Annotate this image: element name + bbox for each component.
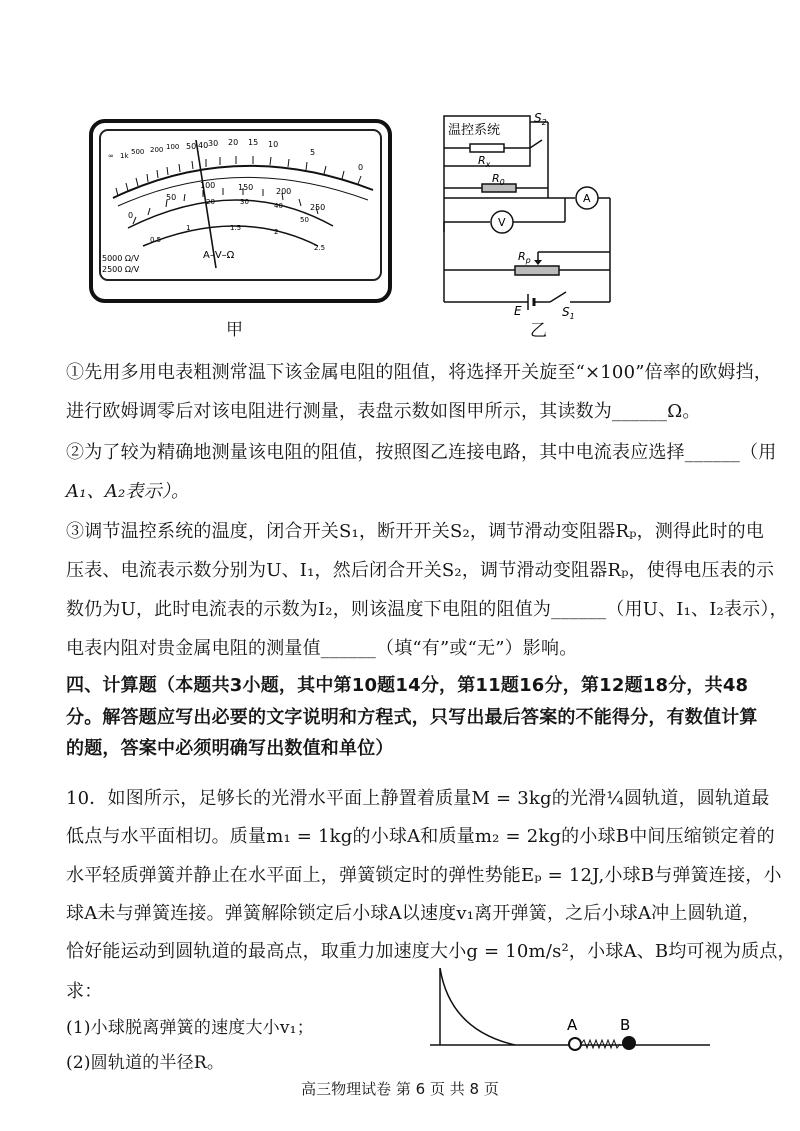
ohm-tick-label: 10	[268, 140, 279, 149]
mid-tick-label: 100	[200, 181, 216, 190]
mid-tick-label: 200	[276, 187, 292, 196]
sub-question: (1)小球脱离弹簧的速度大小v₁；	[66, 1018, 314, 1038]
ball-b-label: B	[620, 1016, 631, 1034]
mid-tick-label: 50	[166, 193, 177, 202]
question-line: 数仍为U，此时电流表的示数为I₂，则该温度下电阻的阻值为______（用U、I₁、I₂表示），	[66, 599, 788, 620]
low-tick-label: 0.5	[150, 236, 162, 244]
ohm-tick-label: 40	[198, 141, 209, 150]
dial-5000-label: 5000 Ω/V	[102, 254, 140, 263]
low-tick-label: 1	[186, 224, 191, 232]
page-footer: 高三物理试卷 第 6 页 共 8 页	[301, 1080, 499, 1098]
question-line: A₁、A₂表示）。	[66, 481, 190, 502]
question-line: ①先用多用电表粗测常温下该金属电阻的阻值，将选择开关旋至“×100”倍率的欧姆挡，	[66, 362, 773, 383]
switch-s1	[550, 292, 566, 302]
ohm-tick-label: 200	[150, 146, 164, 154]
ohm-tick-label: 50	[186, 142, 197, 151]
ball-b	[622, 1036, 636, 1050]
problem-line: 求：	[66, 981, 103, 1002]
ohm-tick-label: 30	[208, 139, 219, 148]
dial-2500-label: 2500 Ω/V	[102, 265, 140, 274]
rx-label: $R_x$	[478, 154, 491, 169]
dial-center-label: A–V–Ω	[203, 250, 235, 261]
section-heading: 四、计算题（本题共3小题，其中第10题14分，第11题16分，第12题18分，共48	[66, 675, 749, 696]
quarter-circle-track	[440, 968, 515, 1045]
ball-a-label: A	[567, 1016, 578, 1034]
question-line: ②为了较为精确地测量该电阻的阻值，按照图乙连接电路，其中电流表应选择______（用	[66, 442, 777, 463]
low-tick-label: 2	[274, 228, 279, 236]
rx-resistor	[470, 144, 504, 152]
rp-label: $R_p$	[518, 250, 531, 265]
rp-rheostat	[515, 266, 559, 275]
figure-jia-caption: 甲	[226, 320, 243, 340]
low-tick-label: 2.5	[314, 244, 326, 252]
switch-s2	[530, 140, 542, 148]
ammeter-label: A	[583, 192, 591, 205]
problem-line: 水平轻质弹簧并静止在水平面上，弹簧锁定时的弹性势能Eₚ = 12J,小球B与弹簧连接，小	[66, 865, 782, 886]
slider-arrow	[534, 260, 542, 265]
low-tick-label: 1.5	[230, 224, 242, 232]
mid-tick-label: 250	[310, 203, 326, 212]
multimeter-dial-figure	[88, 118, 393, 304]
ohm-tick-label: 0	[358, 163, 364, 172]
ball-a	[569, 1038, 581, 1050]
mid-tick-label: 150	[238, 183, 254, 192]
problem-line: 低点与水平面相切。质量m₁ = 1kg的小球A和质量m₂ = 2kg的小球B中间压缩锁定着的	[66, 826, 775, 847]
question-line: ③调节温控系统的温度，闭合开关S₁，断开开关S₂，调节滑动变阻器Rₚ，测得此时的电	[66, 521, 765, 542]
ohm-tick-label: 100	[166, 143, 180, 151]
voltmeter-label: V	[498, 216, 506, 229]
mid-tick-label: 0	[128, 211, 134, 220]
mid-tick-label2: 40	[274, 202, 283, 210]
sub-question: (2)圆轨道的半径R。	[66, 1053, 225, 1073]
temp-box-label: 温控系统	[448, 123, 501, 138]
problem-line: 球A未与弹簧连接。弹簧解除锁定后小球A以速度v₁离开弹簧，之后小球A冲上圆轨道，	[66, 903, 761, 924]
ohm-tick-label: 20	[228, 138, 239, 147]
ohm-tick-label: 500	[131, 148, 145, 156]
ohm-tick-label: ∞	[108, 152, 114, 160]
section-heading: 分。解答题应写出必要的文字说明和方程式，只写出最后答案的不能得分，有数值计算	[66, 707, 758, 728]
mid-tick-label2: 50	[300, 216, 309, 224]
track-diagram	[430, 960, 715, 1060]
r0-label: $R_0$	[492, 172, 505, 187]
circuit-diagram	[430, 110, 630, 320]
spring	[581, 1040, 620, 1048]
question-line: 进行欧姆调零后对该电阻进行测量，表盘示数如图甲所示，其读数为______Ω。	[66, 401, 701, 422]
mid-tick-label2: 30	[240, 198, 249, 206]
s2-label: $S_2$	[534, 111, 547, 127]
section-heading: 的题，答案中必须明确写出数值和单位）	[66, 738, 394, 759]
mid-tick-label2: 20	[206, 198, 215, 206]
ohm-tick-label: 15	[248, 138, 259, 147]
ohm-tick-label: 5	[310, 148, 316, 157]
figure-yi-caption: 乙	[530, 321, 547, 341]
question-line: 压表、电流表示数分别为U、I₁，然后闭合开关S₂，调节滑动变阻器Rₚ，使得电压表的示	[66, 560, 775, 581]
e-label: E	[514, 304, 522, 318]
question-line: 电表内阻对贵金属电阻的测量值______（填“有”或“无”）影响。	[66, 638, 578, 659]
ohm-tick-label: 1k	[120, 152, 129, 160]
s1-label: $S_1$	[562, 305, 575, 320]
problem-line: 恰好能运动到圆轨道的最高点，取重力加速度大小g = 10m/s²，小球A、B均可视为质点，	[66, 941, 796, 962]
problem-line: 10．如图所示，足够长的光滑水平面上静置着质量M = 3kg的光滑¼圆轨道，圆轨道最	[66, 788, 770, 809]
